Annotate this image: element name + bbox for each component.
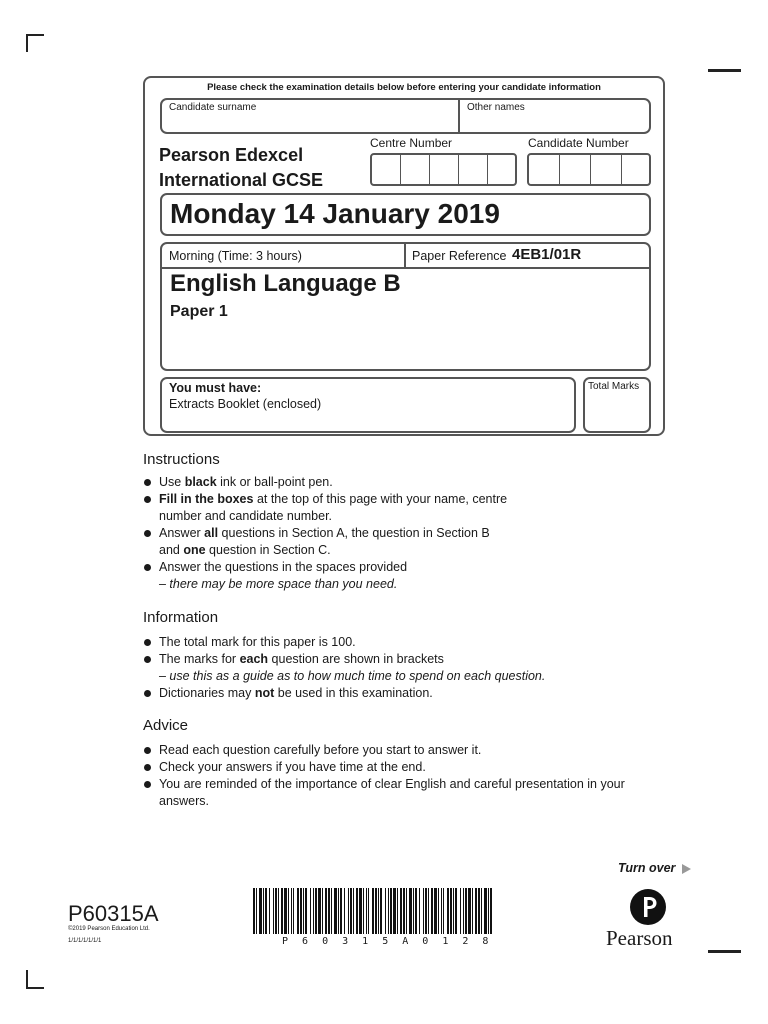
subject-title: English Language B [170,270,401,297]
barcode-bar [281,888,283,934]
barcode-bar [293,888,294,934]
candidate-number-cell[interactable] [591,155,622,184]
candidate-number-cell[interactable] [560,155,591,184]
barcode-bar [441,888,442,934]
barcode-bar [310,888,311,934]
list-item: Fill in the boxes at the top of this page with your name, centre number and candidate number. [143,491,543,525]
barcode-bar [315,888,317,934]
candidate-number-cell[interactable] [529,155,560,184]
exam-board-line2: International GCSE [159,170,324,190]
barcode-bar [390,888,392,934]
barcode-bar [415,888,417,934]
list-item: Read each question carefully before you start to answer it. [143,742,643,759]
margin-bar-top-right [708,69,741,72]
barcode-bar [447,888,449,934]
header-note: Please check the examination details below before entering your candidate information [207,82,601,93]
barcode-bar [465,888,467,934]
must-have-label: You must have: [169,381,262,395]
barcode-bar [475,888,477,934]
barcode-bar [380,888,382,934]
barcode-bar [288,888,289,934]
barcode-bar [284,888,287,934]
barcode-bar [450,888,452,934]
barcode-bar [368,888,369,934]
barcode-bar [397,888,398,934]
barcode-bar [423,888,424,934]
barcode-bar [438,888,439,934]
barcode-bar [334,888,337,934]
barcode-bar [291,888,292,934]
barcode-bar [300,888,302,934]
advice-heading: Advice [143,717,189,734]
barcode-bar [325,888,327,934]
barcode-bar [322,888,323,934]
candidate-surname-field[interactable] [162,116,456,132]
barcode-bar [363,888,364,934]
advice-list [143,742,643,810]
barcode-bar [478,888,480,934]
centre-number-boxes[interactable] [370,153,517,186]
barcode-bar [388,888,389,934]
barcode-bar [434,888,437,934]
exam-session: Morning (Time: 3 hours) [169,249,302,263]
barcode-bar [375,888,377,934]
barcode-bar [488,888,489,934]
barcode-bar [455,888,457,934]
barcode-bar [297,888,299,934]
barcode-bar [453,888,454,934]
instructions-list [143,474,543,593]
list-item: Dictionaries may not be used in this examination. [143,685,603,702]
barcode-bar [303,888,304,934]
barcode-bar [366,888,367,934]
barcode-bar [431,888,433,934]
barcode-bar [403,888,405,934]
other-names-label: Other names [467,102,525,113]
centre-number-cell[interactable] [372,155,401,184]
session-divider-h [161,267,650,269]
barcode-bar [348,888,349,934]
barcode-bar [344,888,345,934]
barcode-bar [275,888,277,934]
candidate-number-label: Candidate Number [528,136,629,150]
list-item: Answer all questions in Section A, the question in Section B and one question in Section C. [143,525,543,559]
barcode-bar [328,888,330,934]
barcode-bar [472,888,473,934]
barcode-bar [256,888,257,934]
list-item: Use black ink or ball-point pen. [143,474,543,491]
centre-number-cell[interactable] [430,155,459,184]
barcode-bar [259,888,262,934]
barcode-bar [278,888,279,934]
copyright: ©2019 Pearson Education Ltd. [68,926,150,932]
pearson-p-icon [630,889,666,925]
barcode-bar [273,888,274,934]
name-divider [458,99,460,133]
candidate-surname-label: Candidate surname [169,102,257,113]
paper-reference-code: 4EB1/01R [512,246,582,263]
exam-board-line1: Pearson Edexcel [159,145,304,165]
barcode-bar [378,888,379,934]
list-item: The total mark for this paper is 100. [143,634,603,651]
triangle-right-icon [682,864,691,874]
barcode-bar [406,888,407,934]
barcode-bar [385,888,386,934]
centre-number-cell[interactable] [488,155,515,184]
candidate-number-cell[interactable] [622,155,649,184]
barcode [253,888,495,936]
barcode-bar [263,888,264,934]
barcode-bars-icon [253,888,495,936]
crop-mark-bottom-left-h [26,987,44,989]
barcode-bar [331,888,332,934]
exam-date: Monday 14 January 2019 [170,198,500,229]
barcode-bar [305,888,307,934]
barcode-bar [318,888,321,934]
barcode-bar [481,888,482,934]
barcode-bar [419,888,420,934]
barcode-bar [400,888,402,934]
instructions-heading: Instructions [143,451,220,468]
barcode-bar [409,888,412,934]
crop-mark-bottom-left [26,970,28,988]
barcode-text: P 6 0 3 1 5 A 0 1 2 8 [282,936,493,947]
crop-mark-top-left [26,34,28,52]
barcode-bar [265,888,267,934]
turn-over-text: Turn over [618,861,676,875]
barcode-bar [338,888,339,934]
print-code: 1/1/1/1/1/1/1 [68,938,102,944]
centre-number-cell[interactable] [459,155,488,184]
barcode-bar [253,888,255,934]
pearson-logo-icon [630,889,666,925]
barcode-bar [443,888,444,934]
barcode-bar [425,888,427,934]
candidate-number-boxes[interactable] [527,153,651,186]
centre-number-label: Centre Number [370,136,453,150]
barcode-bar [313,888,314,934]
barcode-bar [463,888,464,934]
barcode-bar [413,888,414,934]
barcode-bar [340,888,342,934]
other-names-field[interactable] [461,116,649,132]
pearson-logo-text: Pearson [606,926,673,950]
barcode-bar [350,888,352,934]
paper-number: Paper 1 [170,303,228,320]
paper-reference-label: Paper Reference [412,249,507,263]
must-have-item: Extracts Booklet (enclosed) [169,397,322,411]
list-item: Check your answers if you have time at the end. [143,759,643,776]
information-list [143,634,603,702]
barcode-bar [428,888,429,934]
barcode-bar [359,888,362,934]
barcode-bar [468,888,471,934]
barcode-bar [372,888,374,934]
list-item: The marks for each question are shown in brackets – use this as a guide as to how much time to spend on each question. [143,651,603,685]
list-item: You are reminded of the importance of clear English and careful presentation in your answers. [143,776,643,810]
barcode-bar [353,888,354,934]
total-marks-label: Total Marks [588,381,640,392]
barcode-bar [269,888,270,934]
paper-code: P60315A [68,901,159,926]
crop-mark-top-left-h [26,34,44,36]
list-item: Answer the questions in the spaces provided – there may be more space than you need. [143,559,543,593]
margin-bar-bottom-right [708,950,741,953]
centre-number-cell[interactable] [401,155,430,184]
information-heading: Information [143,609,219,626]
barcode-bar [460,888,461,934]
barcode-bar [356,888,358,934]
barcode-bar [490,888,492,934]
session-divider-v [404,243,406,267]
barcode-bar [484,888,487,934]
barcode-bar [393,888,396,934]
